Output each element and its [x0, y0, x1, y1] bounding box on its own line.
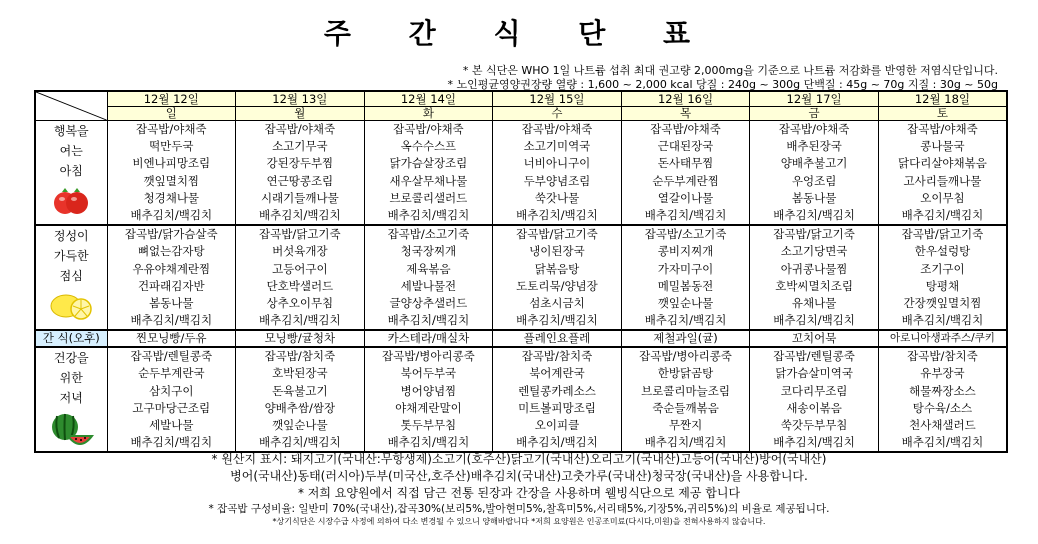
sauce-note: * 저희 요양원에서 직접 담근 전통 된장과 간장을 사용하며 웰빙식단으로 제공 합니다 — [297, 486, 741, 500]
dinner-day-4: 잡곡밥/병아리콩죽 한방닭곰탕 브로콜리마늘조림 죽순들깨볶음 무짠지 배추김치/백김치 — [621, 347, 750, 452]
lunch-day-2: 잡곡밥/소고기죽 청국장찌개 제육볶음 세발나물전 글양상추샐러드 배추김치/백김치 — [364, 225, 493, 330]
snack-cell: 카스테라/매실차 — [364, 330, 493, 347]
lunch-day-4: 잡곡밥/소고기죽 콩비지찌개 가자미구이 메밀봄동전 깻잎순나물 배추김치/백김치 — [621, 225, 750, 330]
lunch-label: 정성이 가득한 점심 — [35, 225, 107, 330]
lunch-day-1: 잡곡밥/닭고기죽 버섯육개장 고등어구이 단호박샐러드 상추오이무침 배추김치/백김치 — [236, 225, 365, 330]
origin-note-2: 병어(국내산)동태(러시아)두부(미국산,호주산)배추김치(국내산)고춧가루(국내산)청국장(국내산)을 사용합니다. — [230, 469, 808, 483]
lemon-icon — [49, 290, 93, 322]
dinner-label: 건강을 위한 저녁 — [35, 347, 107, 452]
snack-cell: 꼬치어묵 — [750, 330, 879, 347]
weekday-cell: 월 — [236, 107, 365, 121]
weekday-cell: 일 — [107, 107, 236, 121]
lunch-day-3: 잡곡밥/닭고기죽 냉이된장국 닭볶음탕 도토리묵/양념장 섬초시금치 배추김치/백김치 — [493, 225, 622, 330]
weekday-cell: 목 — [621, 107, 750, 121]
tomato-icon — [51, 185, 91, 217]
breakfast-row — [35, 121, 1007, 226]
weekday-cell: 토 — [878, 107, 1007, 121]
snack-cell: 찐모닝빵/두유 — [107, 330, 236, 347]
date-cell: 12월 16일 — [621, 91, 750, 107]
origin-note-1: * 원산지 표시: 돼지고기(국내산:무항생제)소고기(호주산)닭고기(국내산)오리고기(국내산)고등어(국내산)방어(국내산) — [211, 452, 827, 466]
nutrition-note: * 노인평균영양권장량 열량 : 1,600 ~ 2,000 kcal 당질 : 240g ~ 300g 단백질 : 45g ~ 70g 지질 : 30g ~ 50g — [447, 78, 998, 91]
date-row — [35, 91, 1007, 107]
dinner-day-3: 잡곡밥/참치죽 북어계란국 렌틸콩카레소스 미트볼피망조림 오이피클 배추김치/백김치 — [493, 347, 622, 452]
watermelon-icon — [48, 412, 94, 446]
breakfast-day-6: 잡곡밥/야채죽 콩나물국 닭다리살야채볶음 고사리들깨나물 오이무침 배추김치/백김치 — [878, 121, 1007, 226]
weekday-cell: 수 — [493, 107, 622, 121]
dinner-day-5: 잡곡밥/렌틸콩죽 닭가슴살미역국 코다리무조림 새송이볶음 쑥갓두부무침 배추김치/백김치 — [750, 347, 879, 452]
dinner-day-2: 잡곡밥/병아리콩죽 북어두부국 병어양념찜 야채계란말이 톳두부무침 배추김치/백김치 — [364, 347, 493, 452]
sodium-note: * 본 식단은 WHO 1일 나트륨 섭취 최대 권고량 2,000mg을 기준으로 나트륨 저감화를 반영한 저염식단입니다. — [462, 64, 998, 77]
breakfast-day-5: 잡곡밥/야채죽 배추된장국 양배추불고기 우엉조림 봄동나물 배추김치/백김치 — [750, 121, 879, 226]
page-title: 주 간 식 단 표 — [323, 17, 715, 50]
grain-ratio-note: * 잡곡밥 구성비율: 일반미 70%(국내산),잡곡30%(보리5%,발아현미5%,찰흑미5%,서리태5%,기장5%,귀리5%)의 비율로 제공됩니다. — [208, 503, 830, 515]
breakfast-day-3: 잡곡밥/야채죽 소고기미역국 너비아니구이 두부양념조림 쑥갓나물 배추김치/백김치 — [493, 121, 622, 226]
date-cell: 12월 17일 — [750, 91, 879, 107]
disclaimer-note: *상기식단은 시장수급 사정에 의하여 다소 변경될 수 있으니 양해바랍니다 *저희 요양원은 인공조미료(다시다,미원)을 전혀사용하지 않습니다. — [272, 517, 766, 526]
dinner-row — [35, 347, 1007, 452]
lunch-day-5: 잡곡밥/닭고기죽 소고기당면국 아귀콩나물찜 호박씨멸치조림 유채나물 배추김치/백김치 — [750, 225, 879, 330]
breakfast-day-4: 잡곡밥/야채죽 근대된장국 돈사태무찜 순두부계란찜 열갈이나물 배추김치/백김치 — [621, 121, 750, 226]
weekly-menu-table — [34, 90, 1008, 453]
snack-cell: 플레인요플레 — [493, 330, 622, 347]
date-cell: 12월 14일 — [364, 91, 493, 107]
snack-label: 간 식(오후) — [35, 330, 107, 347]
breakfast-label: 행복을 여는 아침 — [35, 121, 107, 226]
lunch-day-0: 잡곡밥/닭가슴살죽 뼈없는감자탕 우유야채계란찜 건파래김자반 봄동나물 배추김치/백김치 — [107, 225, 236, 330]
dinner-day-6: 잡곡밥/참치죽 유부장국 해물짜장소스 탕수육/소스 천사채샐러드 배추김치/백김치 — [878, 347, 1007, 452]
weekday-row — [35, 107, 1007, 121]
breakfast-day-1: 잡곡밥/야채죽 소고기무국 강된장두부찜 연근땅콩조림 시래기들깨나물 배추김치/백김치 — [236, 121, 365, 226]
date-cell: 12월 13일 — [236, 91, 365, 107]
date-cell: 12월 12일 — [107, 91, 236, 107]
snack-cell: 모닝빵/귤청차 — [236, 330, 365, 347]
dinner-day-1: 잡곡밥/참치죽 호박된장국 돈육불고기 양배추쌈/쌈장 깻잎순나물 배추김치/백김치 — [236, 347, 365, 452]
date-cell: 12월 18일 — [878, 91, 1007, 107]
snack-cell: 제철과일(귤) — [621, 330, 750, 347]
breakfast-day-2: 잡곡밥/야채죽 옥수수스프 닭가슴살장조림 새우살무채나물 브로콜리샐러드 배추김치/백김치 — [364, 121, 493, 226]
snack-row — [35, 330, 1007, 347]
snack-cell: 아로니아생과주스/쿠키 — [878, 330, 1007, 347]
lunch-row — [35, 225, 1007, 330]
breakfast-day-0: 잡곡밥/야채죽 떡만두국 비엔나피망조림 깻잎멸치찜 청경채나물 배추김치/백김치 — [107, 121, 236, 226]
corner-cell — [35, 91, 107, 121]
lunch-day-6: 잡곡밥/닭고기죽 한우설렁탕 조기구이 탕평채 간장깻잎멸치찜 배추김치/백김치 — [878, 225, 1007, 330]
weekday-cell: 화 — [364, 107, 493, 121]
weekday-cell: 금 — [750, 107, 879, 121]
dinner-day-0: 잡곡밥/렌틸콩죽 순두부계란국 삼치구이 고구마당근조림 세발나물 배추김치/백김치 — [107, 347, 236, 452]
date-cell: 12월 15일 — [493, 91, 622, 107]
